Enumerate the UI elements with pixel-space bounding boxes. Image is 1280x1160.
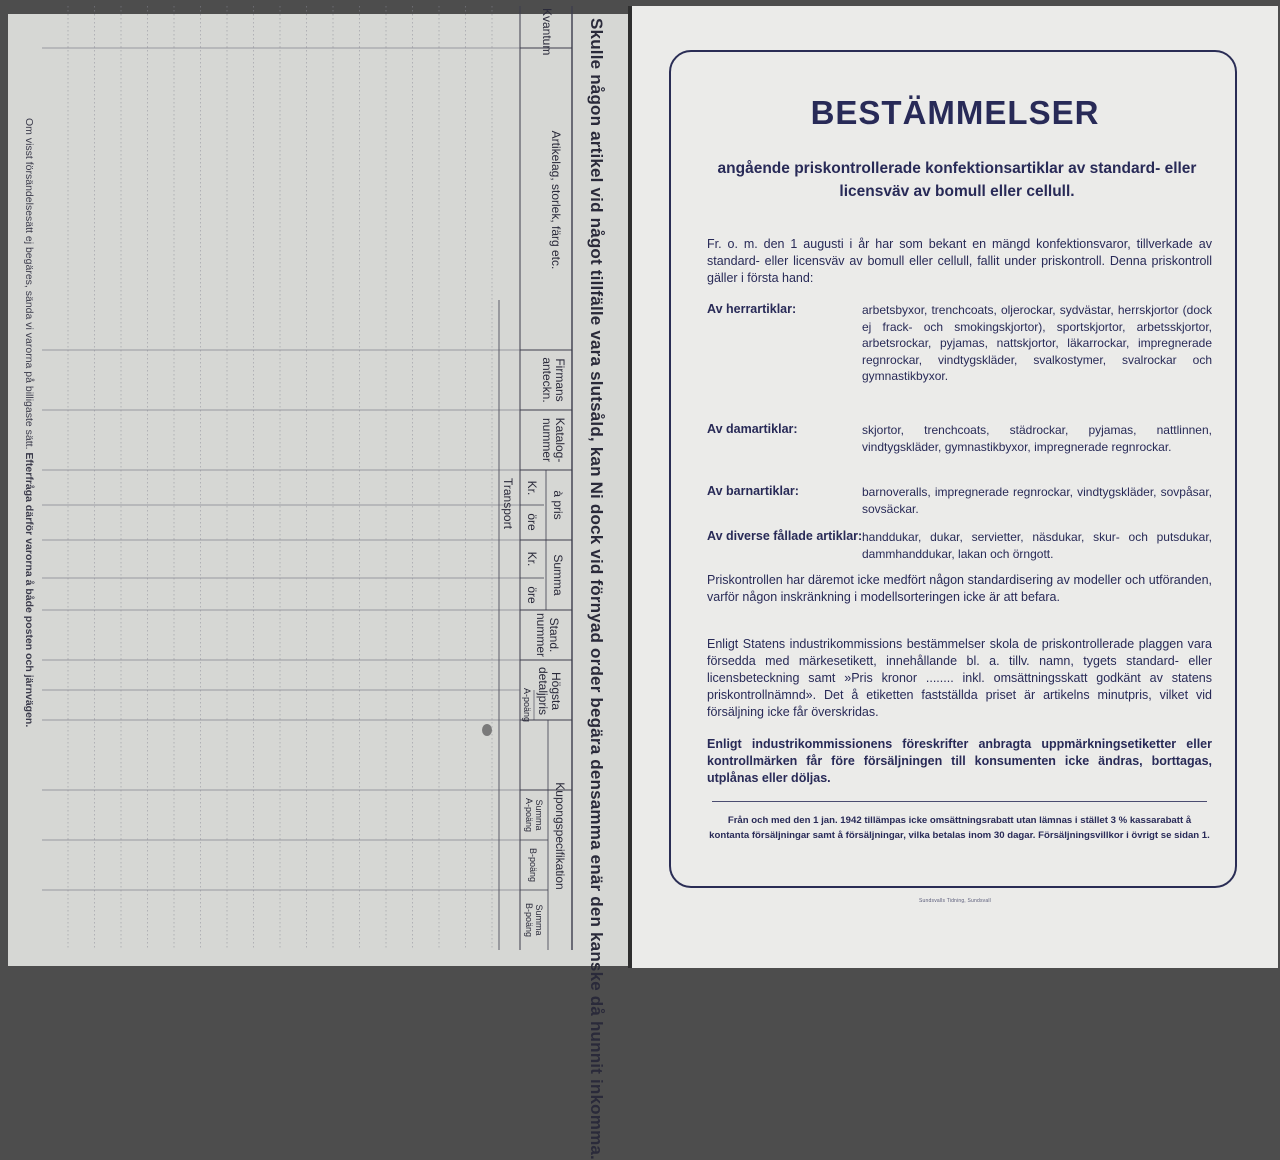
category-text-dam: skjortor, trenchcoats, städrockar, pyjamas, nattlinnen, vindtygskläder, gymnastikbyxor, impregnerade regnrockar. (862, 423, 1212, 454)
col-summa-b-2: B-poäng (524, 902, 534, 938)
col-summa: Summa (551, 554, 565, 596)
form-headline: Skulle någon artikel vid något tillfälle vara slutsåld, kan Ni dock vid förnyad order begära densamma enär den kanske då hunnit inkomma. (587, 18, 606, 1160)
col-hogsta (536, 662, 562, 720)
col-summa-ore: öre (525, 586, 539, 604)
col-a-poang: A-poäng (522, 688, 532, 723)
col-summa-b (524, 892, 544, 948)
col-katalog-1: Katalog- (553, 417, 567, 463)
col-hogsta-2: detaljpris (536, 666, 550, 716)
category-label-dam: Av damartiklar: (707, 422, 798, 436)
paragraph-modeller: Priskontrollen har däremot icke medfört någon standardisering av modeller och utföranden, varför någon inskränkning i modellsorteringen icke är att befara. (707, 573, 1212, 604)
col-summa-kr: Kr. (525, 551, 539, 567)
form-footer-note (23, 118, 35, 727)
col-kupong: Kupongspecifikation (553, 782, 567, 890)
category-label-diverse: Av diverse fållade artiklar: (707, 529, 863, 543)
regulations-page (632, 6, 1278, 968)
printer-imprint: Sundsvalls Tidning, Sundsvall (919, 898, 991, 904)
col-b-poang: B-poäng (528, 847, 538, 883)
regulations-title: BESTÄMMELSER (810, 94, 1100, 131)
col-katalog (540, 412, 566, 468)
intro-paragraph: Fr. o. m. den 1 augusti i år har som bekant en mängd konfektionsvaror, tillverkade av standard- eller licensväv av bomull eller cellull, fallit under priskontroll. Denna priskontroll gäller i första hand: (707, 237, 1212, 285)
category-label-herr: Av herrartiklar: (707, 302, 797, 316)
category-label-barn: Av barnartiklar: (707, 484, 799, 498)
footnote-kassarabatt: Från och med den 1 jan. 1942 tillämpas icke omsättningsrabatt utan lämnas i stället 3 % kassarabatt å kontanta försäljningar samt å försäljningar, vilka betalas inom 30 dagar. Försäljningsvillkor i övrigt se sidan 1. (709, 815, 1210, 841)
col-summa-a (524, 790, 544, 840)
col-katalog-2: nummer (540, 417, 554, 462)
footer-plain: Om visst försändelsesätt ej begäres, sända vi varorna på billigaste sätt. (23, 118, 35, 450)
footnote-divider (712, 801, 1207, 802)
transport-label: Transport (501, 478, 515, 529)
col-a-pris-kr: Kr. (525, 480, 539, 496)
col-firmans (540, 352, 566, 408)
col-a-pris: à pris (551, 490, 565, 520)
col-summa-b-1: Summa (534, 904, 544, 936)
col-a-pris-ore: öre (525, 513, 539, 531)
category-text-herr: arbetsbyxor, trenchcoats, oljerockar, sydvästar, herrskjortor (dock ej frack- och smokingskjortor), sportskjortor, arbetsskjortor, arbetsrockar, pyjamas, nattskjortor, läkarrockar, impregnerade regnrockar, vindtygskläder, svalkostymer, svalrockar och gymnastikbyxor. (862, 303, 1212, 383)
col-firmans-1: Firmans (553, 358, 567, 402)
regulations-subtitle: angående priskontrollerade konfektionsartiklar av standard- eller licensväv av bomull eller cellull. (717, 160, 1197, 200)
col-summa-a-1: Summa (534, 799, 544, 831)
footer-bold: Efterfråga därför varorna å både posten och järnvägen. (23, 452, 35, 728)
col-stand-1: Stand. (547, 617, 561, 653)
category-text-diverse: handdukar, dukar, servietter, näsdukar, skur- och putsdukar, dammhanddukar, lakan och örngott. (862, 530, 1212, 561)
col-hogsta-1: Högsta (549, 671, 563, 711)
col-kvantum: Kvantum (540, 8, 554, 56)
col-summa-a-2: A-poäng (524, 797, 534, 833)
col-stand-2: nummer (534, 612, 548, 657)
col-stand (534, 612, 560, 658)
category-text-barn: barnoveralls, impregnerade regnrockar, vindtygskläder, sovpåsar, sovsäckar. (862, 485, 1212, 516)
col-artikel: Artikelag, storlek, färg etc. (549, 130, 563, 270)
col-firmans-2: anteckn. (540, 357, 554, 403)
paragraph-statens: Enligt Statens industrikommissions bestämmelser skola de priskontrollerade plaggen vara försedda med märkesetikett, innehållande bl. a. tillv. namn, tygets standard- eller licensbeteckning samt »Pris kronor ........ inkl. omsättningsskatt godkänt av statens priskontrollnämnd». Det å etiketten fastställda priset är artikelns minutpris, vilket vid försäljning icke får överskridas. (707, 637, 1212, 719)
paragraph-etiketter: Enligt industrikommissionens föreskrifter anbragta uppmärkningsetiketter eller kontrollmärken får före försäljningen till konsumenten icke ändras, borttagas, utplånas eller döljas. (707, 737, 1212, 785)
binding-hole (482, 724, 492, 736)
order-form (0, 0, 620, 1160)
